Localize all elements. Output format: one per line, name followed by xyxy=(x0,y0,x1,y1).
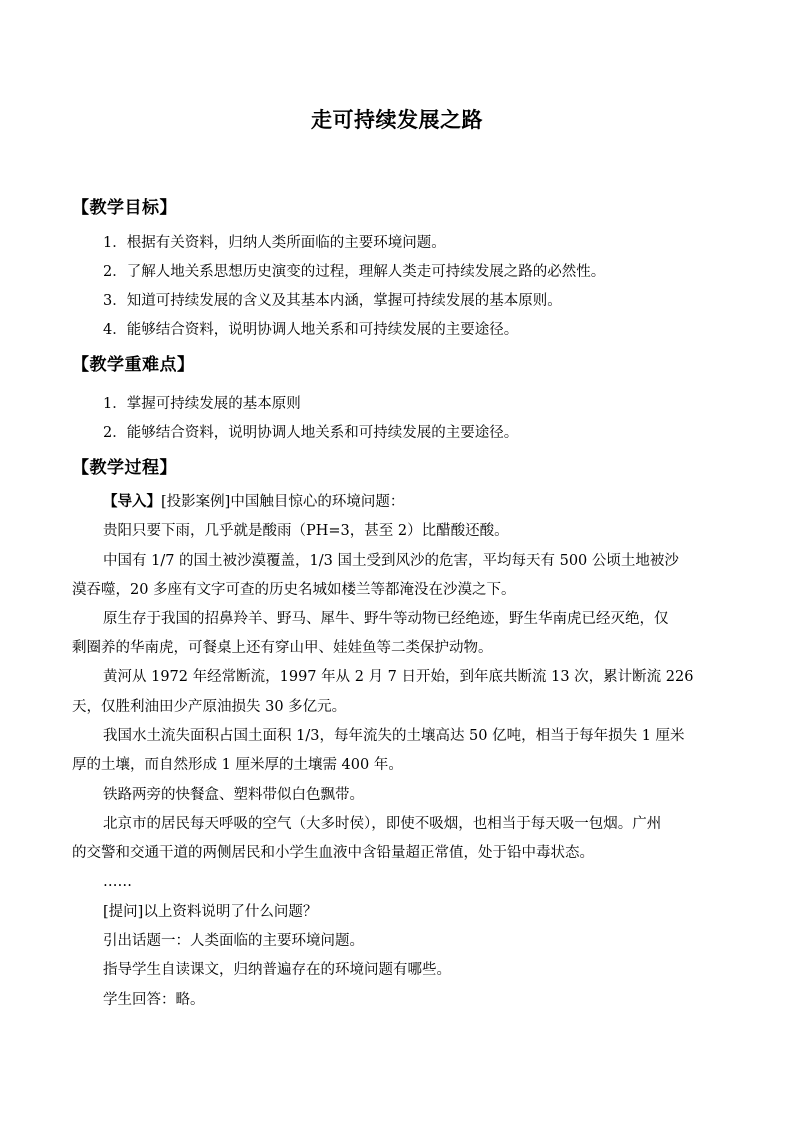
ellipsis-line: …… xyxy=(103,874,132,890)
paragraph-line: 剩圈养的华南虎，可餐桌上还有穿山甲、娃娃鱼等二类保护动物。 xyxy=(72,640,493,656)
key-point-item: 1．掌握可持续发展的基本原则 xyxy=(103,396,301,412)
paragraph-line: 北京市的居民每天呼吸的空气（大多时侯），即使不吸烟，也相当于每天吸一包烟。广州 xyxy=(103,816,662,832)
paragraph-line: 中国有 1/7 的国土被沙漠覆盖，1/3 国土受到风沙的危害，平均每天有 500 公顷土地被沙 xyxy=(103,553,679,569)
intro-label: 【导入】 xyxy=(103,493,161,510)
page-title: 走可持续发展之路 xyxy=(311,108,483,132)
goal-item: 3．知道可持续发展的含义及其基本内涵，掌握可持续发展的基本原则。 xyxy=(103,293,562,309)
paragraph-line: 学生回答：略。 xyxy=(103,992,205,1008)
intro-line xyxy=(103,492,404,512)
paragraph-line: 的交警和交通干道的两侧居民和小学生血液中含铅量超正常值，处于铅中毒状态。 xyxy=(72,845,594,861)
goal-item: 1．根据有关资料，归纳人类所面临的主要环境问题。 xyxy=(103,235,446,251)
paragraph-line: 黄河从 1972 年经常断流，1997 年从 2 月 7 日开始，到年底共断流 13 次，累计断流 226 xyxy=(103,669,694,685)
intro-text: [投影案例]中国触目惊心的环境问题： xyxy=(161,494,405,510)
paragraph-line: 厚的土壤，而自然形成 1 厘米厚的土壤需 400 年。 xyxy=(72,757,403,773)
question-line: [提问]以上资料说明了什么问题？ xyxy=(103,904,318,920)
paragraph-line: 引出话题一：人类面临的主要环境问题。 xyxy=(103,933,364,949)
goal-item: 2．了解人地关系思想历史演变的过程，理解人类走可持续发展之路的必然性。 xyxy=(103,264,606,280)
paragraph-line: 漠吞噬，20 多座有文字可查的历史名城如楼兰等都淹没在沙漠之下。 xyxy=(72,582,516,598)
goal-item: 4．能够结合资料，说明协调人地关系和可持续发展的主要途径。 xyxy=(103,322,519,338)
paragraph-line: 指导学生自读课文，归纳普遍存在的环境问题有哪些。 xyxy=(103,962,451,978)
section-heading-process: 【教学过程】 xyxy=(72,458,177,478)
paragraph-line: 我国水土流失面积占国土面积 1/3，每年流失的土壤高达 50 亿吨，相当于每年损失 1 厘米 xyxy=(103,728,685,744)
section-heading-key-points: 【教学重难点】 xyxy=(72,355,195,375)
paragraph-line: 天，仅胜利油田少产原油损失 30 多亿元。 xyxy=(72,699,347,715)
paragraph-line: 铁路两旁的快餐盒、塑料带似白色飘带。 xyxy=(103,787,364,803)
paragraph-line: 原生存于我国的招鼻羚羊、野马、犀牛、野牛等动物已经绝迹，野生华南虎已经灭绝，仅 xyxy=(103,611,669,627)
paragraph-line: 贵阳只要下雨，几乎就是酸雨（PH=3，甚至 2）比醋酸还酸。 xyxy=(103,523,509,539)
key-point-item: 2．能够结合资料，说明协调人地关系和可持续发展的主要途径。 xyxy=(103,425,519,441)
section-heading-goals: 【教学目标】 xyxy=(72,198,177,218)
